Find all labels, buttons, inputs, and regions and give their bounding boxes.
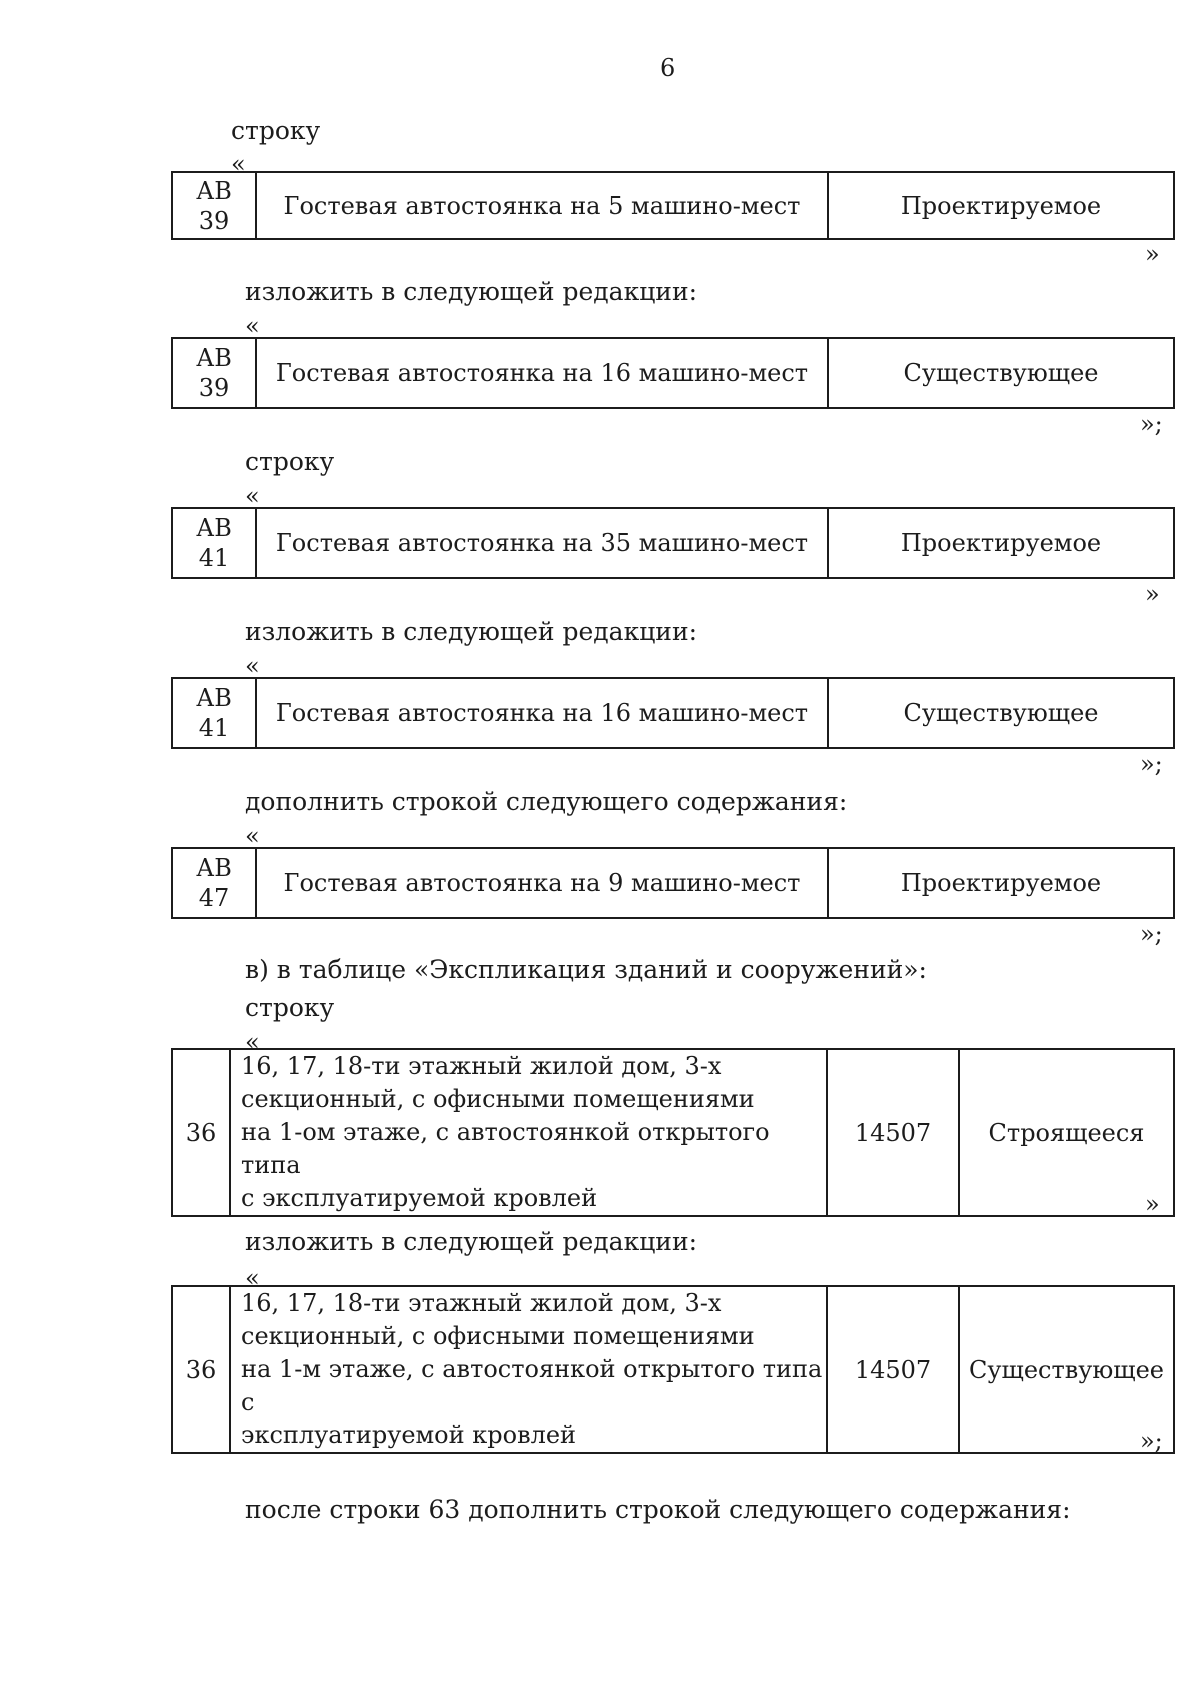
code-number: 47 xyxy=(198,884,230,912)
page-number: 6 xyxy=(660,54,676,82)
closing-quote: » xyxy=(1145,1190,1160,1218)
table-row xyxy=(171,847,1175,919)
opening-quote: « xyxy=(245,482,260,510)
code-cell xyxy=(172,848,256,918)
closing-quote: » xyxy=(1145,240,1160,268)
code-prefix: АВ xyxy=(196,854,232,882)
area-cell: 14507 xyxy=(827,1286,959,1453)
status-cell: Существующее xyxy=(828,338,1174,408)
building-description-cell xyxy=(230,1049,827,1216)
row-number-cell: 36 xyxy=(172,1049,230,1216)
status-cell: Строящееся xyxy=(959,1049,1174,1216)
intro-text: изложить в следующей редакции: xyxy=(245,617,698,646)
intro-text: дополнить строкой следующего содержания: xyxy=(245,787,848,816)
table-row xyxy=(171,337,1175,409)
status-cell: Существующее xyxy=(959,1286,1174,1453)
opening-quote: « xyxy=(245,652,260,680)
code-prefix: АВ xyxy=(196,514,232,542)
code-number: 39 xyxy=(198,374,230,402)
opening-quote: « xyxy=(245,822,260,850)
status-cell: Проектируемое xyxy=(828,508,1174,578)
intro-text: изложить в следующей редакции: xyxy=(245,277,698,306)
closing-quote: »; xyxy=(1140,1427,1163,1455)
status-cell: Проектируемое xyxy=(828,848,1174,918)
code-prefix: АВ xyxy=(196,684,232,712)
closing-paragraph: после строки 63 дополнить строкой следующего содержания: xyxy=(245,1495,1071,1524)
row-number-cell: 36 xyxy=(172,1286,230,1453)
building-description-cell xyxy=(230,1286,827,1453)
opening-quote: « xyxy=(245,1264,260,1292)
code-prefix: АВ xyxy=(196,176,232,205)
opening-quote: « xyxy=(245,312,260,340)
description-line: секционный, с офисными помещениями xyxy=(241,1322,755,1350)
code-cell xyxy=(172,172,256,239)
code-cell xyxy=(172,338,256,408)
code-number: 39 xyxy=(198,206,230,235)
object-name-cell: Гостевая автостоянка на 16 машино-мест xyxy=(256,678,828,748)
closing-quote: »; xyxy=(1140,750,1163,778)
code-number: 41 xyxy=(198,544,230,572)
description-line: с эксплуатируемой кровлей xyxy=(241,1184,598,1212)
table-row xyxy=(171,507,1175,579)
table-row xyxy=(171,1285,1175,1454)
opening-quote: « xyxy=(231,150,246,178)
object-name-cell: Гостевая автостоянка на 16 машино-мест xyxy=(256,338,828,408)
closing-quote: »; xyxy=(1140,920,1163,948)
opening-quote: « xyxy=(245,1028,260,1056)
intro-text: строку xyxy=(231,116,321,145)
status-cell: Проектируемое xyxy=(828,172,1174,239)
description-line: 16, 17, 18-ти этажный жилой дом, 3-х xyxy=(241,1052,722,1080)
area-cell: 14507 xyxy=(827,1049,959,1216)
intro-text: изложить в следующей редакции: xyxy=(245,1227,698,1256)
status-cell: Существующее xyxy=(828,678,1174,748)
table-row xyxy=(171,171,1175,240)
intro-text: строку xyxy=(245,993,335,1022)
code-cell xyxy=(172,678,256,748)
closing-quote: » xyxy=(1145,580,1160,608)
object-name-cell: Гостевая автостоянка на 5 машино-мест xyxy=(256,172,828,239)
code-cell xyxy=(172,508,256,578)
intro-text: строку xyxy=(245,447,335,476)
description-line: эксплуатируемой кровлей xyxy=(241,1421,577,1449)
closing-quote: »; xyxy=(1140,410,1163,438)
description-line: секционный, с офисными помещениями xyxy=(241,1085,755,1113)
object-name-cell: Гостевая автостоянка на 9 машино-мест xyxy=(256,848,828,918)
table-row xyxy=(171,1048,1175,1217)
description-line: на 1-м этаже, с автостоянкой открытого типа с xyxy=(241,1355,823,1416)
object-name-cell: Гостевая автостоянка на 35 машино-мест xyxy=(256,508,828,578)
code-number: 41 xyxy=(198,714,230,742)
table-row xyxy=(171,677,1175,749)
section-heading: в) в таблице «Экспликация зданий и сооружений»: xyxy=(245,955,927,984)
description-line: на 1-ом этаже, с автостоянкой открытого типа xyxy=(241,1118,770,1179)
code-prefix: АВ xyxy=(196,344,232,372)
description-line: 16, 17, 18-ти этажный жилой дом, 3-х xyxy=(241,1289,722,1317)
